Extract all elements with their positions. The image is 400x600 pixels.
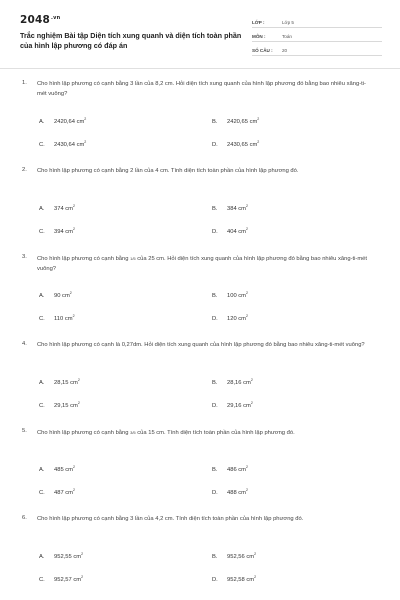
option-c[interactable]: C. 2430,64 $cm^2$ — [39, 140, 87, 148]
option-c[interactable]: C. 394 $cm^2$ — [39, 227, 76, 235]
option-a[interactable]: A. 90 $cm^2$ — [39, 291, 72, 299]
option-c[interactable]: C. 952,57 $cm^2$ — [39, 575, 84, 583]
question-text: Cho hình lập phương có cạnh bằng 3 lần của 8,2 cm. Hỏi diện tích xung quanh của hình lập phương đó bằng bao nhiêu xăng-ti-mét vuông? — [37, 81, 366, 97]
question-text: Cho hình lập phương có cạnh bằng 2 lần của 4 cm. Tính diện tích toàn phần của hình lập phương đó. — [37, 168, 299, 174]
fraction: 3/5 — [130, 430, 136, 435]
option-d[interactable]: D. 29,16 $cm^2$ — [212, 401, 253, 409]
question-4: 4. Cho hình lập phương có cạnh là 0,27dm. Hỏi diện tích xung quanh của hình lập phương đó bằng bao nhiêu xăng-ti-mét vuông? A. 28,15 $cm^2$ B. 28,16 $cm^2$ C. 29,15 $cm^2$ D. 29,16 $cm^2$ — [0, 341, 400, 428]
option-b[interactable]: B. 100 $cm^2$ — [212, 291, 249, 299]
question-3: 3. Cho hình lập phương có cạnh bằng 1/5 của 25 cm. Hỏi diện tích xung quanh của hình lập phương đó bằng bao nhiêu xăng-ti-mét vuông? A. 90 $cm^2$ B. 100 $cm^2$ C. 110 $cm^2$ D. 120 $cm^2$ — [0, 254, 400, 341]
question-5: 5. Cho hình lập phương có cạnh bằng 3/5 của 15 cm. Tính diện tích toàn phần của hình lập phương đó. A. 485 $cm^2$ B. 486 $cm^2$ C. 487 $cm^2$ D. 488 $cm^2$ — [0, 428, 400, 515]
header-divider — [0, 68, 400, 69]
option-b[interactable]: B. 952,56 $cm^2$ — [212, 552, 257, 560]
question-text: Cho hình lập phương có cạnh là 0,27dm. Hỏi diện tích xung quanh của hình lập phương đó bằng bao nhiêu xăng-ti-mét vuông? — [37, 342, 365, 348]
option-c[interactable]: C. 29,15 $cm^2$ — [39, 401, 80, 409]
question-2: 2. Cho hình lập phương có cạnh bằng 2 lần của 4 cm. Tính diện tích toàn phần của hình lập phương đó. A. 374 $cm^2$ B. 384 $cm^2$ C. 394 $cm^2$ D. 404 $cm^2$ — [0, 167, 400, 254]
meta-info — [252, 14, 382, 56]
fraction: 1/5 — [130, 256, 136, 261]
question-1: 1. Cho hình lập phương có cạnh bằng 3 lần của 8,2 cm. Hỏi diện tích xung quanh của hình lập phương đó bằng bao nhiêu xăng-ti-mét vuông? A. 2420,64 $cm^2$ B. 2420,65 $cm^2$ C. 2430,64 $cm^2$ D. 2430,65 $cm^2$ — [0, 80, 400, 167]
option-d[interactable]: D. 488 $cm^2$ — [212, 488, 249, 496]
option-b[interactable]: B. 2420,65 $cm^2$ — [212, 117, 260, 125]
meta-question-count: SỐ CÂU : 20 — [252, 42, 382, 56]
meta-class: LỚP : Lớp 5 — [252, 14, 382, 28]
option-d[interactable]: D. 120 $cm^2$ — [212, 314, 249, 322]
option-d[interactable]: D. 2430,65 $cm^2$ — [212, 140, 260, 148]
option-c[interactable]: C. 487 $cm^2$ — [39, 488, 76, 496]
option-a[interactable]: A. 952,55 $cm^2$ — [39, 552, 84, 560]
question-text: Cho hình lập phương có cạnh bằng 1/5 của 25 cm. Hỏi diện tích xung quanh của hình lập phương đó bằng bao nhiêu xăng-ti-mét vuông? — [37, 256, 367, 272]
option-a[interactable]: A. 28,15 $cm^2$ — [39, 378, 80, 386]
question-text: Cho hình lập phương có cạnh bằng 3/5 của 15 cm. Tính diện tích toàn phần của hình lập phương đó. — [37, 430, 295, 436]
option-b[interactable]: B. 384 $cm^2$ — [212, 204, 249, 212]
question-list — [0, 80, 400, 600]
page-title: Trắc nghiệm Bài tập Diện tích xung quanh và diện tích toàn phần của hình lập phương có đáp án — [20, 31, 242, 50]
option-a[interactable]: A. 2420,64 $cm^2$ — [39, 117, 87, 125]
option-a[interactable]: A. 374 $cm^2$ — [39, 204, 76, 212]
option-b[interactable]: B. 28,16 $cm^2$ — [212, 378, 253, 386]
site-logo[interactable]: $2048^{.vn}$ — [20, 14, 61, 26]
option-c[interactable]: C. 110 $cm^2$ — [39, 314, 75, 322]
option-a[interactable]: A. 485 $cm^2$ — [39, 465, 76, 473]
question-text: Cho hình lập phương có cạnh bằng 3 lần của 4,2 cm. Tính diện tích toàn phần của hình lập phương đó. — [37, 516, 304, 522]
option-d[interactable]: D. 404 $cm^2$ — [212, 227, 249, 235]
option-d[interactable]: D. 952,58 $cm^2$ — [212, 575, 257, 583]
meta-subject: MÔN : Toán — [252, 28, 382, 42]
option-b[interactable]: B. 486 $cm^2$ — [212, 465, 249, 473]
question-6: 6. Cho hình lập phương có cạnh bằng 3 lần của 4,2 cm. Tính diện tích toàn phần của hình lập phương đó. A. 952,55 $cm^2$ B. 952,56 $cm^2$ C. 952,57 $cm^2$ D. 952,58 $cm^2$ — [0, 515, 400, 600]
page-header — [20, 14, 382, 60]
